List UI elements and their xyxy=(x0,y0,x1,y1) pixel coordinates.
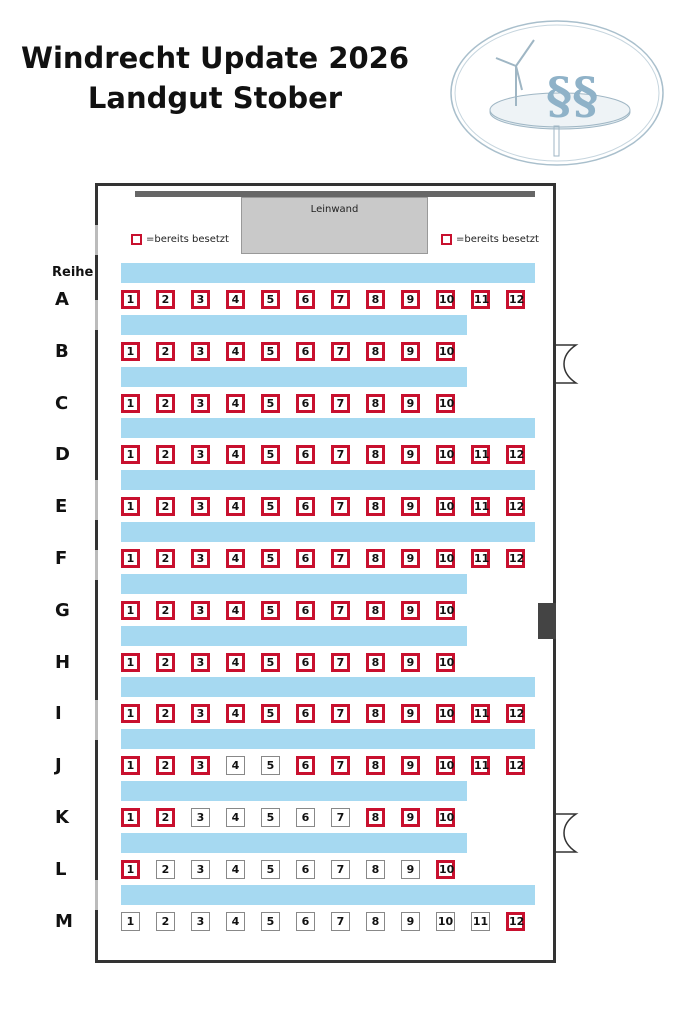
seat-a-1[interactable]: 1 xyxy=(121,290,140,309)
seat-e-3[interactable]: 3 xyxy=(191,497,210,516)
seat-g-3[interactable]: 3 xyxy=(191,601,210,620)
seat-f-2[interactable]: 2 xyxy=(156,549,175,568)
seat-a-12[interactable]: 12 xyxy=(506,290,525,309)
seat-k-2[interactable]: 2 xyxy=(156,808,175,827)
wall-marker xyxy=(95,700,98,740)
seat-a-4[interactable]: 4 xyxy=(226,290,245,309)
seat-b-8[interactable]: 8 xyxy=(366,342,385,361)
seat-e-8[interactable]: 8 xyxy=(366,497,385,516)
seat-b-5[interactable]: 5 xyxy=(261,342,280,361)
seat-c-10[interactable]: 10 xyxy=(436,394,455,413)
seat-e-9[interactable]: 9 xyxy=(401,497,420,516)
seat-i-7[interactable]: 7 xyxy=(331,704,350,723)
table-b xyxy=(121,315,467,335)
seat-k-3[interactable]: 3 xyxy=(191,808,210,827)
seat-g-10[interactable]: 10 xyxy=(436,601,455,620)
seat-g-5[interactable]: 5 xyxy=(261,601,280,620)
seat-d-9[interactable]: 9 xyxy=(401,445,420,464)
seat-g-4[interactable]: 4 xyxy=(226,601,245,620)
seat-i-4[interactable]: 4 xyxy=(226,704,245,723)
table-e xyxy=(121,470,535,490)
seat-d-2[interactable]: 2 xyxy=(156,445,175,464)
seat-j-8[interactable]: 8 xyxy=(366,756,385,775)
seat-l-10[interactable]: 10 xyxy=(436,860,455,879)
seat-f-1[interactable]: 1 xyxy=(121,549,140,568)
seat-m-6[interactable]: 6 xyxy=(296,912,315,931)
seat-l-7[interactable]: 7 xyxy=(331,860,350,879)
table-h xyxy=(121,626,467,646)
seat-c-5[interactable]: 5 xyxy=(261,394,280,413)
row-label-m: M xyxy=(55,910,73,932)
seat-f-6[interactable]: 6 xyxy=(296,549,315,568)
seat-b-1[interactable]: 1 xyxy=(121,342,140,361)
seat-a-2[interactable]: 2 xyxy=(156,290,175,309)
row-label-k: K xyxy=(55,807,69,828)
seat-j-12[interactable]: 12 xyxy=(506,756,525,775)
door-icon xyxy=(556,812,580,854)
seat-l-5[interactable]: 5 xyxy=(261,860,280,879)
seat-a-10[interactable]: 10 xyxy=(436,290,455,309)
seat-h-1[interactable]: 1 xyxy=(121,653,140,672)
seat-l-3[interactable]: 3 xyxy=(191,860,210,879)
seat-e-4[interactable]: 4 xyxy=(226,497,245,516)
seat-d-7[interactable]: 7 xyxy=(331,445,350,464)
seat-c-7[interactable]: 7 xyxy=(331,394,350,413)
seat-b-7[interactable]: 7 xyxy=(331,342,350,361)
seat-d-4[interactable]: 4 xyxy=(226,445,245,464)
seat-m-12[interactable]: 12 xyxy=(506,912,525,931)
seat-b-6[interactable]: 6 xyxy=(296,342,315,361)
seat-m-7[interactable]: 7 xyxy=(331,912,350,931)
seat-h-7[interactable]: 7 xyxy=(331,653,350,672)
table-i xyxy=(121,677,535,697)
seat-f-11[interactable]: 11 xyxy=(471,549,490,568)
seat-l-1[interactable]: 1 xyxy=(121,860,140,879)
seat-k-7[interactable]: 7 xyxy=(331,808,350,827)
seat-i-8[interactable]: 8 xyxy=(366,704,385,723)
seat-j-7[interactable]: 7 xyxy=(331,756,350,775)
wall-marker xyxy=(95,550,98,580)
seat-m-1[interactable]: 1 xyxy=(121,912,140,931)
logo-wind-paragraph-icon xyxy=(448,18,666,168)
row-label-d: D xyxy=(55,444,70,466)
seat-c-6[interactable]: 6 xyxy=(296,394,315,413)
seat-k-4[interactable]: 4 xyxy=(226,808,245,827)
occupied-legend-icon xyxy=(131,234,142,245)
seat-f-5[interactable]: 5 xyxy=(261,549,280,568)
seat-j-9[interactable]: 9 xyxy=(401,756,420,775)
seat-m-11[interactable]: 11 xyxy=(471,912,490,931)
seat-e-5[interactable]: 5 xyxy=(261,497,280,516)
seat-g-7[interactable]: 7 xyxy=(331,601,350,620)
title-line-1: Windrecht Update 2026 xyxy=(20,41,410,75)
occupied-legend-icon xyxy=(441,234,452,245)
row-label-l: L xyxy=(55,858,67,880)
seat-l-2[interactable]: 2 xyxy=(156,860,175,879)
seat-i-2[interactable]: 2 xyxy=(156,704,175,723)
seat-j-6[interactable]: 6 xyxy=(296,756,315,775)
seat-f-8[interactable]: 8 xyxy=(366,549,385,568)
seat-l-6[interactable]: 6 xyxy=(296,860,315,879)
seat-h-4[interactable]: 4 xyxy=(226,653,245,672)
seat-g-9[interactable]: 9 xyxy=(401,601,420,620)
seat-g-8[interactable]: 8 xyxy=(366,601,385,620)
row-label-i: I xyxy=(55,703,62,725)
wall-block xyxy=(538,603,556,639)
seat-m-3[interactable]: 3 xyxy=(191,912,210,931)
seat-m-8[interactable]: 8 xyxy=(366,912,385,931)
seat-c-1[interactable]: 1 xyxy=(121,394,140,413)
seat-i-11[interactable]: 11 xyxy=(471,704,490,723)
seat-g-2[interactable]: 2 xyxy=(156,601,175,620)
seat-h-3[interactable]: 3 xyxy=(191,653,210,672)
table-d xyxy=(121,418,535,438)
seat-a-6[interactable]: 6 xyxy=(296,290,315,309)
seat-f-7[interactable]: 7 xyxy=(331,549,350,568)
seat-e-6[interactable]: 6 xyxy=(296,497,315,516)
seat-e-7[interactable]: 7 xyxy=(331,497,350,516)
legend-occupied-right xyxy=(441,234,539,245)
table-a xyxy=(121,263,535,283)
seat-e-10[interactable]: 10 xyxy=(436,497,455,516)
table-f xyxy=(121,522,535,542)
table-l xyxy=(121,833,467,853)
seat-k-10[interactable]: 10 xyxy=(436,808,455,827)
seat-b-9[interactable]: 9 xyxy=(401,342,420,361)
seat-h-9[interactable]: 9 xyxy=(401,653,420,672)
seat-m-5[interactable]: 5 xyxy=(261,912,280,931)
seat-f-10[interactable]: 10 xyxy=(436,549,455,568)
screen-label: Leinwand xyxy=(310,204,359,215)
seat-d-8[interactable]: 8 xyxy=(366,445,385,464)
table-g xyxy=(121,574,467,594)
seat-k-1[interactable]: 1 xyxy=(121,808,140,827)
seat-l-4[interactable]: 4 xyxy=(226,860,245,879)
seat-f-3[interactable]: 3 xyxy=(191,549,210,568)
seat-i-3[interactable]: 3 xyxy=(191,704,210,723)
seat-d-11[interactable]: 11 xyxy=(471,445,490,464)
seat-d-1[interactable]: 1 xyxy=(121,445,140,464)
door-icon xyxy=(556,343,580,385)
seat-m-2[interactable]: 2 xyxy=(156,912,175,931)
row-label-b: B xyxy=(55,340,69,362)
seat-e-1[interactable]: 1 xyxy=(121,497,140,516)
seat-g-6[interactable]: 6 xyxy=(296,601,315,620)
seat-m-4[interactable]: 4 xyxy=(226,912,245,931)
row-label-f: F xyxy=(55,548,68,569)
seat-k-5[interactable]: 5 xyxy=(261,808,280,827)
seat-c-9[interactable]: 9 xyxy=(401,394,420,413)
row-label-j: J xyxy=(55,755,62,777)
seat-h-5[interactable]: 5 xyxy=(261,653,280,672)
seat-j-3[interactable]: 3 xyxy=(191,756,210,775)
seat-h-2[interactable]: 2 xyxy=(156,653,175,672)
seat-m-10[interactable]: 10 xyxy=(436,912,455,931)
row-heading: Reihe xyxy=(52,265,94,280)
wall-marker xyxy=(95,480,98,520)
seat-m-9[interactable]: 9 xyxy=(401,912,420,931)
seat-i-1[interactable]: 1 xyxy=(121,704,140,723)
seat-k-8[interactable]: 8 xyxy=(366,808,385,827)
title-line-2: Landgut Stober xyxy=(87,81,343,115)
seat-e-11[interactable]: 11 xyxy=(471,497,490,516)
projection-screen xyxy=(241,197,428,254)
seat-b-10[interactable]: 10 xyxy=(436,342,455,361)
row-label-h: H xyxy=(55,651,71,673)
seat-c-3[interactable]: 3 xyxy=(191,394,210,413)
seat-g-1[interactable]: 1 xyxy=(121,601,140,620)
seat-a-5[interactable]: 5 xyxy=(261,290,280,309)
seat-j-5[interactable]: 5 xyxy=(261,756,280,775)
seat-d-10[interactable]: 10 xyxy=(436,445,455,464)
seat-l-8[interactable]: 8 xyxy=(366,860,385,879)
seat-c-4[interactable]: 4 xyxy=(226,394,245,413)
seat-k-6[interactable]: 6 xyxy=(296,808,315,827)
seat-f-9[interactable]: 9 xyxy=(401,549,420,568)
seat-d-3[interactable]: 3 xyxy=(191,445,210,464)
seat-c-2[interactable]: 2 xyxy=(156,394,175,413)
seat-b-3[interactable]: 3 xyxy=(191,342,210,361)
seat-i-12[interactable]: 12 xyxy=(506,704,525,723)
row-label-c: C xyxy=(55,392,69,414)
seat-a-7[interactable]: 7 xyxy=(331,290,350,309)
row-label-e: E xyxy=(55,496,68,518)
wall-marker xyxy=(95,300,98,330)
wall-marker xyxy=(95,225,98,255)
seat-e-2[interactable]: 2 xyxy=(156,497,175,516)
seat-l-9[interactable]: 9 xyxy=(401,860,420,879)
seat-d-5[interactable]: 5 xyxy=(261,445,280,464)
seat-b-4[interactable]: 4 xyxy=(226,342,245,361)
row-label-a: A xyxy=(55,289,69,310)
table-m xyxy=(121,885,535,905)
legend-text: =bereits besetzt xyxy=(456,234,539,245)
table-c xyxy=(121,367,467,387)
seat-c-8[interactable]: 8 xyxy=(366,394,385,413)
row-label-g: G xyxy=(55,599,70,621)
seat-a-9[interactable]: 9 xyxy=(401,290,420,309)
seat-j-2[interactable]: 2 xyxy=(156,756,175,775)
legend-text: =bereits besetzt xyxy=(146,234,229,245)
seat-h-10[interactable]: 10 xyxy=(436,653,455,672)
seat-h-6[interactable]: 6 xyxy=(296,653,315,672)
seat-d-6[interactable]: 6 xyxy=(296,445,315,464)
seat-j-11[interactable]: 11 xyxy=(471,756,490,775)
seat-b-2[interactable]: 2 xyxy=(156,342,175,361)
seat-k-9[interactable]: 9 xyxy=(401,808,420,827)
seat-a-8[interactable]: 8 xyxy=(366,290,385,309)
svg-text:§§: §§ xyxy=(546,66,599,125)
seat-i-9[interactable]: 9 xyxy=(401,704,420,723)
seat-e-12[interactable]: 12 xyxy=(506,497,525,516)
seat-j-1[interactable]: 1 xyxy=(121,756,140,775)
seat-j-4[interactable]: 4 xyxy=(226,756,245,775)
table-j xyxy=(121,729,535,749)
seat-h-8[interactable]: 8 xyxy=(366,653,385,672)
seat-i-6[interactable]: 6 xyxy=(296,704,315,723)
seat-d-12[interactable]: 12 xyxy=(506,445,525,464)
seat-a-3[interactable]: 3 xyxy=(191,290,210,309)
seat-j-10[interactable]: 10 xyxy=(436,756,455,775)
seat-f-4[interactable]: 4 xyxy=(226,549,245,568)
seat-i-10[interactable]: 10 xyxy=(436,704,455,723)
wall-marker xyxy=(95,880,98,910)
legend-occupied-left xyxy=(131,234,229,245)
seat-f-12[interactable]: 12 xyxy=(506,549,525,568)
table-k xyxy=(121,781,467,801)
seat-i-5[interactable]: 5 xyxy=(261,704,280,723)
seat-a-11[interactable]: 11 xyxy=(471,290,490,309)
